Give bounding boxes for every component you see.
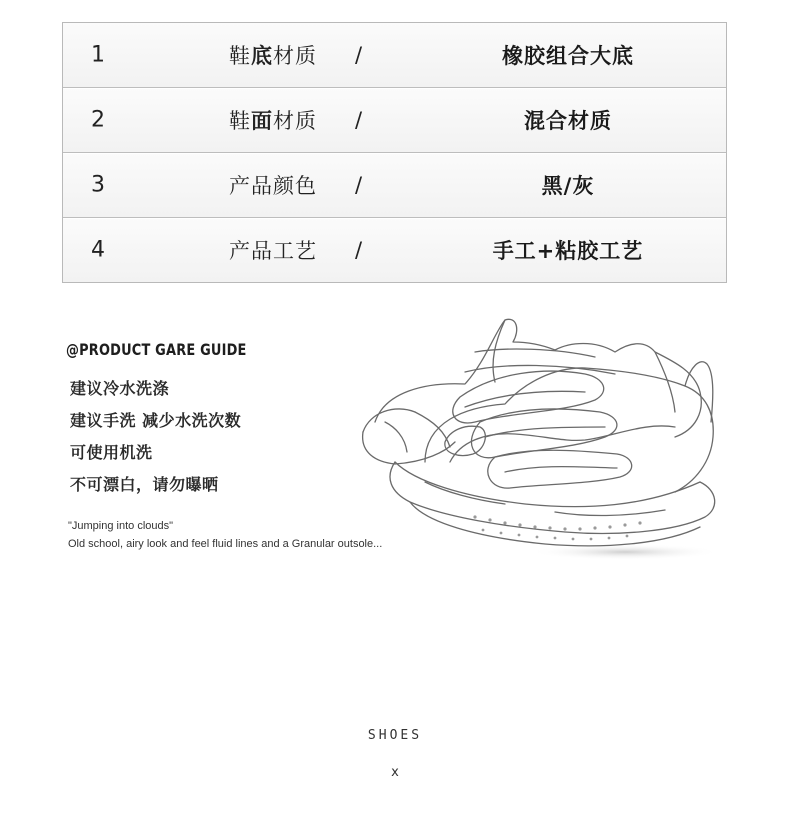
spec-row-color <box>63 153 726 218</box>
row-value: 混合材质 <box>524 109 612 133</box>
care-guide-item: 建议手洗 减少水洗次数 <box>70 411 242 430</box>
care-guide-item: 建议冷水洗涤 <box>70 379 170 398</box>
spec-row-craft <box>63 218 726 282</box>
footer-label: SHOES <box>367 728 423 743</box>
row-separator: / <box>355 108 363 132</box>
sneaker-sketch-illustration <box>355 312 725 567</box>
row-number: 2 <box>91 107 105 133</box>
care-guide-item: 可使用机洗 <box>70 443 153 462</box>
row-value: 黑/灰 <box>541 174 595 198</box>
row-number: 3 <box>91 172 105 198</box>
row-number: 4 <box>91 237 105 263</box>
care-guide-item: 不可漂白，请勿曝晒 <box>70 475 219 494</box>
quote-line: Old school, airy look and feel fluid lines and a Granular outsole... <box>68 538 383 550</box>
row-label: 鞋底材质 <box>229 44 317 68</box>
quote-line: "Jumping into clouds" <box>68 520 174 532</box>
row-value: 手工+粘胶工艺 <box>492 239 644 263</box>
spec-row-sole-material <box>63 23 726 88</box>
spec-row-upper-material <box>63 88 726 153</box>
care-guide-title: @PRODUCT GARE GUIDE <box>66 340 247 359</box>
row-label: 产品工艺 <box>229 239 317 263</box>
row-separator: / <box>355 238 363 262</box>
row-separator: / <box>355 173 363 197</box>
row-label: 鞋面材质 <box>229 109 317 133</box>
row-value: 橡胶组合大底 <box>502 44 634 68</box>
spec-table <box>62 22 727 283</box>
row-separator: / <box>355 43 363 67</box>
footer-mark: x <box>391 765 399 780</box>
row-number: 1 <box>91 42 105 68</box>
row-label: 产品颜色 <box>229 174 317 198</box>
